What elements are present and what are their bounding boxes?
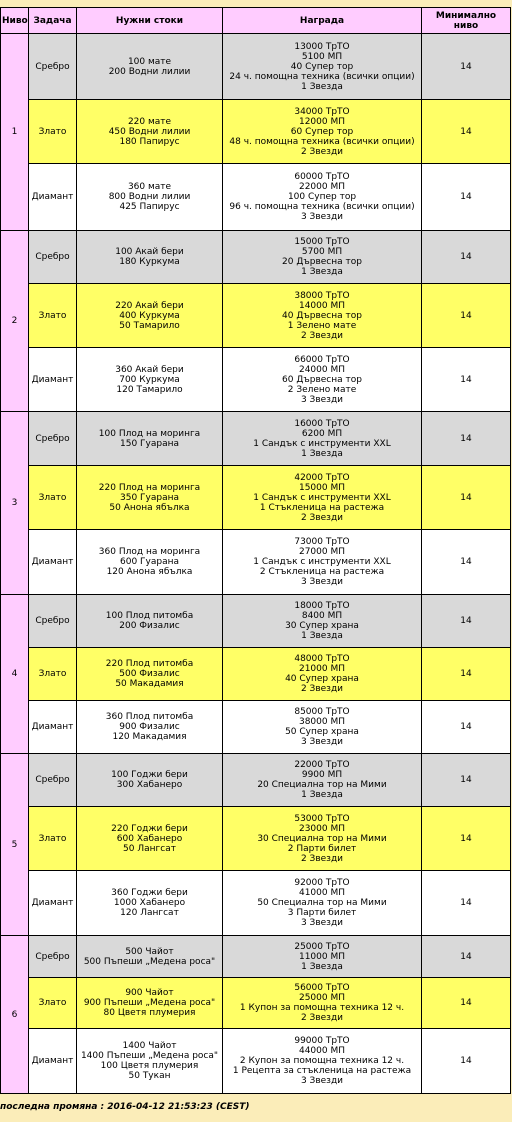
table-row — [1, 701, 511, 754]
goods-line: 400 Куркума — [119, 310, 180, 321]
goods-line: 50 Лангсат — [123, 843, 176, 854]
reward-line: 22000 ТрТО — [294, 760, 350, 770]
task-cell: Злато — [29, 466, 77, 530]
quest-table — [0, 7, 511, 1094]
reward-cell — [223, 807, 422, 871]
table-row — [1, 595, 511, 648]
reward-line: 2 Звезди — [300, 684, 344, 694]
goods-cell — [77, 701, 223, 754]
task-cell: Злато — [29, 978, 77, 1029]
goods-line: 220 Годжи бери — [111, 823, 188, 834]
goods-line: 200 Водни лилии — [108, 66, 191, 77]
goods-cell — [77, 164, 223, 231]
goods-line: 80 Цветя плумерия — [103, 1008, 196, 1018]
reward-line: 50 Супер храна — [285, 727, 359, 737]
reward-cell — [223, 595, 422, 648]
reward-line: 2 Стъкленица на растежа — [259, 567, 385, 577]
task-cell: Злато — [29, 284, 77, 348]
min-level-cell: 14 — [422, 466, 511, 530]
goods-line: 1000 Хабанеро — [113, 898, 186, 908]
reward-line: 1 Зелено мате — [287, 320, 357, 331]
goods-cell — [77, 412, 223, 466]
reward-line: 1 Сандък с инструменти XXL — [253, 438, 391, 449]
table-row — [1, 807, 511, 871]
table-row — [1, 936, 511, 978]
reward-line: 27000 МП — [298, 547, 346, 557]
reward-line: 1 Звезда — [301, 631, 343, 641]
goods-line: 900 Чайот — [125, 988, 174, 998]
header-row — [1, 8, 511, 34]
reward-line: 21000 МП — [298, 664, 346, 674]
min-level-cell: 14 — [422, 34, 511, 100]
reward-line: 2 Купон за помощна техника 12 ч. — [239, 1056, 405, 1066]
goods-cell — [77, 1029, 223, 1094]
reward-cell — [223, 648, 422, 701]
task-cell: Диамант — [29, 348, 77, 412]
goods-cell — [77, 648, 223, 701]
reward-line: 25000 МП — [298, 993, 346, 1003]
table-row — [1, 284, 511, 348]
goods-cell — [77, 100, 223, 164]
min-level-cell: 14 — [422, 412, 511, 466]
table-row — [1, 466, 511, 530]
reward-cell — [223, 164, 422, 231]
reward-line: 48000 ТрТО — [294, 654, 350, 664]
goods-cell — [77, 466, 223, 530]
min-level-cell: 14 — [422, 530, 511, 595]
reward-line: 2 Звезди — [300, 853, 344, 864]
reward-line: 99000 ТрТО — [294, 1036, 350, 1046]
min-level-cell: 14 — [422, 936, 511, 978]
goods-line: 220 Плод на моринга — [98, 482, 201, 493]
table-row — [1, 412, 511, 466]
task-cell: Злато — [29, 807, 77, 871]
reward-line: 3 Звезди — [300, 212, 344, 222]
reward-line: 100 Супер тор — [287, 192, 357, 202]
reward-line: 12000 МП — [298, 116, 346, 127]
goods-line: 425 Папирус — [119, 202, 180, 212]
reward-line: 2 Зелено мате — [287, 384, 357, 395]
task-cell: Диамант — [29, 1029, 77, 1094]
level-cell: 1 — [1, 34, 29, 231]
goods-line: 900 Пъпеши „Медена роса" — [83, 998, 216, 1008]
goods-line: 120 Тамарило — [116, 384, 183, 395]
reward-line: 11000 МП — [298, 951, 346, 962]
goods-cell — [77, 231, 223, 284]
task-cell: Злато — [29, 100, 77, 164]
reward-line: 16000 ТрТО — [294, 418, 350, 429]
header-goods: Нужни стоки — [77, 8, 223, 34]
goods-cell — [77, 34, 223, 100]
reward-line: 1 Звезда — [301, 448, 343, 459]
reward-line: 1 Стъкленица на растежа — [259, 502, 385, 513]
reward-line: 2 Звезди — [300, 330, 344, 341]
goods-line: 360 Акай бери — [115, 364, 184, 375]
goods-cell — [77, 595, 223, 648]
reward-cell — [223, 348, 422, 412]
reward-line: 30 Специална тор на Мими — [257, 833, 387, 844]
min-level-cell: 14 — [422, 807, 511, 871]
min-level-cell: 14 — [422, 978, 511, 1029]
header-min-level: Минимално ниво — [422, 8, 511, 34]
reward-line: 92000 ТрТО — [294, 878, 350, 888]
reward-line: 73000 ТрТО — [294, 537, 350, 547]
goods-line: 360 Плод на моринга — [98, 547, 201, 557]
reward-line: 56000 ТрТО — [294, 983, 350, 993]
reward-line: 6200 МП — [301, 428, 343, 439]
reward-line: 1 Рецепта за стъкленица на растежа — [232, 1066, 412, 1076]
goods-line: 1400 Чайот — [122, 1041, 177, 1051]
goods-line: 800 Водни лилии — [108, 192, 191, 202]
reward-line: 18000 ТрТО — [294, 601, 350, 611]
min-level-cell: 14 — [422, 284, 511, 348]
reward-line: 3 Звезди — [300, 394, 344, 405]
goods-line: 180 Куркума — [119, 257, 180, 267]
reward-line: 85000 ТрТО — [294, 707, 350, 717]
goods-line: 120 Макадамия — [112, 732, 187, 742]
reward-line: 3 Звезди — [300, 918, 344, 928]
goods-line: 100 мате — [127, 56, 172, 67]
goods-line: 180 Папирус — [119, 136, 180, 147]
goods-line: 900 Физалис — [119, 722, 180, 732]
min-level-cell: 14 — [422, 164, 511, 231]
reward-cell — [223, 871, 422, 936]
header-level: Ниво — [1, 8, 29, 34]
reward-cell — [223, 978, 422, 1029]
goods-cell — [77, 936, 223, 978]
level-cell: 3 — [1, 412, 29, 595]
reward-cell — [223, 100, 422, 164]
goods-line: 500 Пъпеши „Медена роса" — [83, 956, 216, 967]
goods-line: 500 Физалис — [119, 669, 180, 679]
reward-cell — [223, 466, 422, 530]
reward-line: 60000 ТрТО — [294, 172, 350, 182]
min-level-cell: 14 — [422, 231, 511, 284]
reward-line: 96 ч. помощна техника (всички опции) — [229, 202, 415, 212]
min-level-cell: 14 — [422, 595, 511, 648]
reward-line: 2 Звезди — [300, 146, 344, 157]
reward-line: 2 Звезди — [300, 512, 344, 523]
reward-line: 41000 МП — [298, 888, 346, 898]
goods-line: 700 Куркума — [119, 374, 180, 385]
level-cell: 5 — [1, 754, 29, 936]
table-body — [1, 34, 511, 1094]
goods-line: 100 Акай бери — [115, 247, 184, 257]
reward-line: 42000 ТрТО — [294, 472, 350, 483]
reward-line: 1 Звезда — [301, 81, 343, 92]
reward-line: 20 Дървесна тор — [282, 257, 362, 267]
reward-line: 22000 МП — [298, 182, 346, 192]
reward-line: 24 ч. помощна техника (всички опции) — [229, 71, 415, 82]
table-row — [1, 978, 511, 1029]
reward-line: 38000 ТрТО — [294, 290, 350, 301]
goods-line: 50 Анона ябълка — [109, 502, 190, 513]
goods-line: 360 Годжи бери — [111, 888, 188, 898]
reward-line: 48 ч. помощна техника (всички опции) — [229, 136, 415, 147]
goods-cell — [77, 754, 223, 807]
table-row — [1, 648, 511, 701]
reward-line: 1 Звезда — [301, 267, 343, 277]
level-cell: 6 — [1, 936, 29, 1094]
header-reward: Награда — [223, 8, 422, 34]
task-cell: Злато — [29, 648, 77, 701]
task-cell: Сребро — [29, 231, 77, 284]
reward-line: 13000 ТрТО — [294, 41, 350, 52]
goods-line: 100 Плод питомба — [105, 611, 194, 621]
task-cell: Сребро — [29, 936, 77, 978]
goods-cell — [77, 807, 223, 871]
table-row — [1, 754, 511, 807]
task-cell: Сребро — [29, 34, 77, 100]
goods-line: 50 Макадамия — [115, 679, 184, 689]
reward-line: 3 Звезди — [300, 1076, 344, 1086]
goods-line: 50 Тукан — [128, 1071, 171, 1081]
table-row — [1, 34, 511, 100]
reward-line: 2 Парти билет — [287, 843, 357, 854]
last-modified-footer: последна промяна : 2016-04-12 21:53:23 (CEST) — [0, 1102, 250, 1112]
goods-line: 100 Плод на моринга — [98, 428, 201, 439]
reward-line: 1 Звезда — [301, 790, 343, 800]
goods-line: 600 Хабанеро — [116, 833, 183, 844]
min-level-cell: 14 — [422, 648, 511, 701]
goods-cell — [77, 978, 223, 1029]
reward-line: 44000 МП — [298, 1046, 346, 1056]
reward-line: 34000 ТрТО — [294, 106, 350, 117]
task-cell: Диамант — [29, 701, 77, 754]
goods-line: 50 Тамарило — [119, 320, 180, 331]
task-cell: Диамант — [29, 530, 77, 595]
reward-line: 15000 ТрТО — [294, 237, 350, 247]
reward-line: 2 Звезди — [300, 1013, 344, 1023]
reward-line: 50 Специална тор на Мими — [257, 898, 387, 908]
reward-cell — [223, 231, 422, 284]
goods-cell — [77, 871, 223, 936]
task-cell: Диамант — [29, 871, 77, 936]
goods-line: 450 Водни лилии — [108, 126, 191, 137]
goods-line: 300 Хабанеро — [116, 780, 183, 790]
reward-line: 40 Супер тор — [290, 61, 354, 72]
reward-line: 15000 МП — [298, 482, 346, 493]
goods-line: 150 Гуарана — [120, 438, 179, 449]
reward-cell — [223, 530, 422, 595]
task-cell: Сребро — [29, 412, 77, 466]
reward-line: 8400 МП — [301, 611, 343, 621]
reward-line: 1 Купон за помощна техника 12 ч. — [239, 1003, 405, 1013]
goods-cell — [77, 348, 223, 412]
table-row — [1, 871, 511, 936]
reward-line: 60 Супер тор — [290, 126, 354, 137]
min-level-cell: 14 — [422, 1029, 511, 1094]
reward-line: 5700 МП — [301, 247, 343, 257]
table-row — [1, 100, 511, 164]
goods-line: 1400 Пъпеши „Медена роса" — [80, 1051, 219, 1061]
goods-line: 100 Цветя плумерия — [100, 1061, 199, 1071]
table-row — [1, 348, 511, 412]
goods-line: 220 Акай бери — [115, 300, 184, 311]
reward-line: 3 Звезди — [300, 577, 344, 587]
goods-cell — [77, 284, 223, 348]
reward-cell — [223, 1029, 422, 1094]
goods-line: 360 Плод питомба — [105, 712, 194, 722]
reward-line: 9900 МП — [301, 770, 343, 780]
min-level-cell: 14 — [422, 701, 511, 754]
reward-line: 24000 МП — [298, 364, 346, 375]
goods-line: 120 Анона ябълка — [106, 567, 193, 577]
reward-line: 23000 МП — [298, 823, 346, 834]
goods-line: 360 мате — [127, 182, 172, 192]
reward-line: 1 Сандък с инструменти XXL — [253, 492, 391, 503]
reward-line: 20 Специална тор на Мими — [257, 780, 387, 790]
goods-line: 120 Лангсат — [120, 908, 179, 918]
goods-line: 200 Физалис — [119, 621, 180, 631]
reward-cell — [223, 936, 422, 978]
reward-cell — [223, 284, 422, 348]
reward-cell — [223, 701, 422, 754]
task-cell: Диамант — [29, 164, 77, 231]
reward-line: 5100 МП — [301, 51, 343, 62]
min-level-cell: 14 — [422, 100, 511, 164]
task-cell: Сребро — [29, 595, 77, 648]
goods-line: 100 Годжи бери — [111, 770, 188, 780]
reward-line: 3 Звезди — [300, 737, 344, 747]
goods-line: 500 Чайот — [125, 946, 174, 957]
min-level-cell: 14 — [422, 871, 511, 936]
reward-line: 25000 ТрТО — [294, 941, 350, 952]
reward-line: 66000 ТрТО — [294, 354, 350, 365]
table-row — [1, 530, 511, 595]
goods-line: 600 Гуарана — [120, 557, 179, 567]
reward-line: 40 Супер храна — [285, 674, 359, 684]
min-level-cell: 14 — [422, 348, 511, 412]
reward-line: 1 Звезда — [301, 961, 343, 972]
header-task: Задача — [29, 8, 77, 34]
reward-line: 1 Сандък с инструменти XXL — [253, 557, 391, 567]
reward-cell — [223, 34, 422, 100]
reward-line: 3 Парти билет — [287, 908, 357, 918]
goods-line: 350 Гуарана — [120, 492, 179, 503]
task-cell: Сребро — [29, 754, 77, 807]
goods-line: 220 мате — [127, 116, 172, 127]
table-row — [1, 231, 511, 284]
reward-line: 30 Супер храна — [285, 621, 359, 631]
reward-cell — [223, 754, 422, 807]
reward-line: 60 Дървесна тор — [282, 374, 362, 385]
table-row — [1, 1029, 511, 1094]
reward-line: 53000 ТрТО — [294, 813, 350, 824]
table-row — [1, 164, 511, 231]
level-cell: 2 — [1, 231, 29, 412]
min-level-cell: 14 — [422, 754, 511, 807]
reward-cell — [223, 412, 422, 466]
goods-cell — [77, 530, 223, 595]
goods-line: 220 Плод питомба — [105, 659, 194, 669]
reward-line: 40 Дървесна тор — [282, 310, 362, 321]
reward-line: 38000 МП — [298, 717, 346, 727]
level-cell: 4 — [1, 595, 29, 754]
reward-line: 14000 МП — [298, 300, 346, 311]
